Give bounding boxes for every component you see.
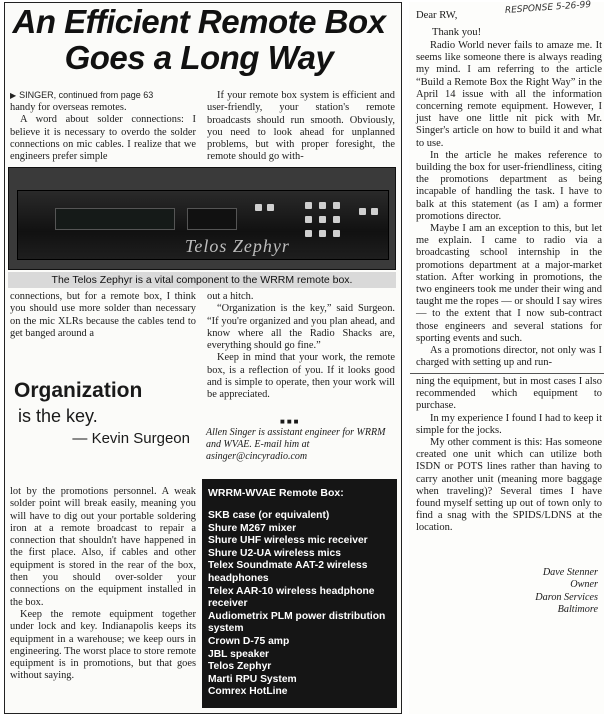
device-brand-label: Telos Zephyr [185,236,290,256]
list-item: Telex AAR-10 wireless headphone receiver [208,585,375,610]
pull-quote-line: is the key. [18,406,98,426]
button-icon [319,216,326,223]
button-icon [305,230,312,237]
pull-quote [14,378,194,450]
paragraph: Keep the remote equipment together under lock and key. Indianapolis keeps its equipment in a warehouse; we keep ours in engineering. The worst place to store remote equipment is in promotions, but that goes without saying. [10,608,196,682]
list-item: Shure UHF wireless mic receiver [208,535,368,547]
button-icon [319,202,326,209]
pull-quote-attribution: — Kevin Surgeon [72,430,190,447]
button-icon [319,230,326,237]
list-item: Telex Soundmate AAT-2 wireless headphones [208,560,368,584]
list-item: Telos Zephyr [208,661,272,673]
list-item: Shure U2-UA wireless mics [208,547,341,559]
equipment-sidebar [202,479,397,708]
paragraph: A word about solder connections: I believe it is necessary to overdo the solder connections on mic cables. I realize that we engineers prefer simple [10,114,196,163]
clipping-tear-line [410,373,604,374]
photo-caption: The Telos Zephyr is a vital component to the WRRM remote box. [8,272,396,288]
list-item: SKB case (or equivalent) [208,510,330,521]
sidebar-title: WRRM-WVAE Remote Box: [208,487,344,499]
paragraph: If your remote box system is efficient and user-friendly, your station's remote broadcasts should run smooth. Obviously, you need to look ahead for unplanned problems, but with proper foresight, the remote should go with- [207,90,395,163]
button-icon [305,202,312,209]
letter-body-top [416,40,602,369]
letter-body-bottom [416,376,602,535]
paragraph: Radio World never fails to amaze me. It seems like someone there is always reading my mind. I am referring to the article “Build a Remote Box the Right Way” in the April 14 issue with all the information concerning remote equipment. However, I just have one little nit pick with Mr. Singer's article on how to build it and what to use. [416,40,602,149]
paragraph: connections, but for a remote box, I think you should use more solder than necessary on the mic XLRs because the cables tend to get banged around a [10,291,196,339]
paragraph: In the article he makes reference to building the box for user-friendliness, citing the promotions department as being incapable of handling the task. I have to balk at this statement (as I am) a former promotions director. [416,149,602,222]
button-icon [305,216,312,223]
article-headline: An Efficient Remote Box Goes a Long Way [12,3,386,76]
button-icon [333,202,340,209]
author-bio: Allen Singer is assistant engineer for WRRM and WVAE. E-mail him at asinger@cincyradio.com [206,427,386,463]
signature-title: Owner [570,579,598,591]
list-item: Audiometrix PLM power distribution system [208,610,386,635]
button-icon [267,204,274,211]
end-marks: ■■■ [280,417,301,426]
pull-quote-line: Organization [14,379,143,402]
paragraph: As a promotions director, not only was I charged with setting up and run- [416,345,602,369]
letter-thanks: Thank you! [432,27,482,38]
list-item: Shure M267 mixer [208,522,297,534]
article-col1-top [10,102,196,163]
letter-signature [470,567,598,616]
paragraph: ning the equipment, but in most cases I also recommended which equipment to purchase. [416,376,602,412]
list-item: Comrex HotLine [208,686,288,698]
handwritten-note: RESPONSE 5-26-99 [504,0,592,16]
button-icon [359,208,366,215]
button-icon [255,204,262,211]
paragraph: In my experience I found I had to keep it simple for the jocks. [416,412,602,436]
telos-zephyr-photo [8,167,396,270]
device-display [55,208,175,230]
list-item: Crown D-75 amp [208,635,290,647]
button-icon [333,230,340,237]
paragraph: Keep in mind that your work, the remote box, is a reflection of you. If it looks good and is simple to operate, then your work will be appreciated. [207,352,395,401]
article-col2-top [207,90,395,164]
list-item: Marti RPU System [208,673,297,685]
signature-name: Dave Stenner [542,567,598,578]
button-icon [371,208,378,215]
paragraph: Maybe I am an exception to this, but let me explain. I came to radio via a broadcasting school internship in the promotions department at a major-market station. After working in promotions, the two engineers took me under their wing and taught me the ropes — or should I say wires — to the extent that I now sub-contract those engineers and several stations for sporting events and such. [416,223,602,344]
article-col2-mid [207,291,395,402]
signature-city: Baltimore [557,603,598,615]
article-col1-mid [10,291,196,340]
paragraph: “Organization is the key,” said Surgeon. “If you're organized and you plan ahead, and know where all the Radio Shacks are, everything should go fine.” [207,303,395,352]
continued-line: ▶ SINGER, continued from page 63 [10,90,154,100]
signature-company: Daron Services [535,591,598,603]
paragraph: My other comment is this: Has someone created one unit which can utilize both ISDN or POTS lines rather than having to carry another unit (meaning more baggage when traveling)? Several times I have found myself setting up out of town only to find a snag with the SPIDS/LDNS at the location. [416,437,602,534]
device-display-small [187,208,237,230]
paragraph: out a hitch. [207,291,254,302]
article-col1-bottom [10,486,196,683]
paragraph: handy for overseas remotes. [10,102,127,113]
letter-greeting: Dear RW, [416,10,458,21]
triangle-icon: ▶ [10,91,17,100]
button-icon [333,216,340,223]
list-item: JBL speaker [208,648,270,660]
paragraph: lot by the promotions personnel. A weak solder point will break easily, meaning you will have to dig out your portable soldering iron at a remote broadcast to repair a connection that shouldn't have happened in the first place. Also, if cables and other equipment is stored in the rear of the box, then you should over-solder your connections on the equipment installed in the box. [10,486,196,608]
